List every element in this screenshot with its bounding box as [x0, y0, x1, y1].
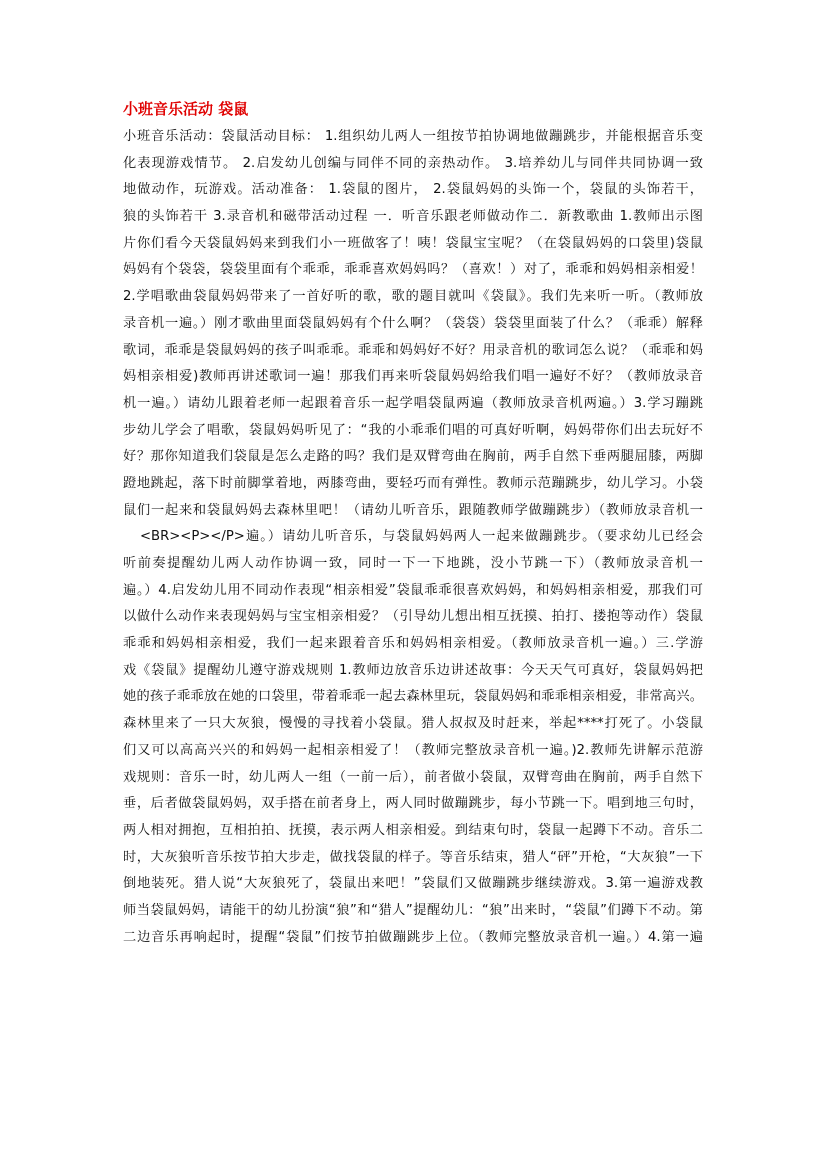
document-body — [123, 124, 703, 951]
paragraph-line: 地做动作，玩游戏。活动准备： 1.袋鼠的图片， 2.袋鼠妈妈的头饰一个，袋鼠的头饰若干， — [123, 182, 703, 198]
paragraph-line: 以做什么动作来表现妈妈与宝宝相亲相爱？（引导幼儿想出相互抚摸、拍打、搂抱等动作）袋鼠 — [123, 609, 703, 625]
paragraph-line: 好？那你知道我们袋鼠是怎么走路的吗？我们是双臂弯曲在胸前，两手自然下垂两腿屈膝，两脚 — [123, 449, 703, 465]
paragraph-line: 戏规则：音乐一时，幼儿两人一组（一前一后），前者做小袋鼠，双臂弯曲在胸前，两手自然下 — [123, 769, 703, 785]
paragraph-line: 蹬地跳起，落下时前脚掌着地，两膝弯曲，要轻巧而有弹性。教师示范蹦跳步，幼儿学习。小袋 — [123, 475, 703, 491]
paragraph-line: 步幼儿学会了唱歌，袋鼠妈妈听见了：“我的小乖乖们唱的可真好听啊，妈妈带你们出去玩好不 — [123, 422, 703, 438]
paragraph-line: 遍。）4.启发幼儿用不同动作表现“相亲相爱”袋鼠乖乖很喜欢妈妈，和妈妈相亲相爱，那我们可 — [123, 582, 703, 598]
paragraph-line: 妈妈有个袋袋，袋袋里面有个乖乖，乖乖喜欢妈妈吗？（喜欢！）对了，乖乖和妈妈相亲相爱！ — [123, 262, 703, 278]
paragraph-line: 2.学唱歌曲袋鼠妈妈带来了一首好听的歌，歌的题目就叫《袋鼠》。我们先来听一听。（教师放 — [123, 289, 703, 305]
paragraph-line: 师当袋鼠妈妈，请能干的幼儿扮演“狼”和“猎人”提醒幼儿：“狼”出来时，“袋鼠”们蹲下不动。第 — [123, 902, 703, 918]
paragraph-line: 们又可以高高兴兴的和妈妈一起相亲相爱了！（教师完整放录音机一遍。)2.教师先讲解示范游 — [123, 742, 703, 758]
paragraph-line: 歌词，乖乖是袋鼠妈妈的孩子叫乖乖。乖乖和妈妈好不好？用录音机的歌词怎么说？（乖乖和妈 — [123, 342, 703, 358]
paragraph-line: 乖乖和妈妈相亲相爱，我们一起来跟着音乐和妈妈相亲相爱。（教师放录音机一遍。）三.学游 — [123, 636, 703, 652]
paragraph-line: 她的孩子乖乖放在她的口袋里，带着乖乖一起去森林里玩，袋鼠妈妈和乖乖相亲相爱，非常高兴。 — [123, 689, 703, 705]
paragraph-line: 录音机一遍。）刚才歌曲里面袋鼠妈妈有个什么啊？（袋袋）袋袋里面装了什么？（乖乖）解释 — [123, 315, 703, 331]
paragraph-line: 时，大灰狼听音乐按节拍大步走，做找袋鼠的样子。等音乐结束，猎人“砰”开枪，“大灰狼”一下 — [123, 849, 703, 865]
paragraph-line: 倒地装死。猎人说“大灰狼死了，袋鼠出来吧！”袋鼠们又做蹦跳步继续游戏。3.第一遍游戏教 — [123, 876, 703, 892]
paragraph-line: 小班音乐活动：袋鼠活动目标： 1.组织幼儿两人一组按节拍协调地做蹦跳步，并能根据音乐变 — [123, 129, 703, 144]
paragraph-line: 两人相对拥抱，互相拍拍、抚摸，表示两人相亲相爱。到结束句时，袋鼠一起蹲下不动。音乐二 — [123, 822, 703, 838]
paragraph-line: 片你们看今天袋鼠妈妈来到我们小一班做客了！咦！袋鼠宝宝呢？（在袋鼠妈妈的口袋里)袋鼠 — [123, 235, 703, 251]
paragraph-line: 二边音乐再响起时，提醒“袋鼠”们按节拍做蹦跳步上位。（教师完整放录音机一遍。）4.第一遍 — [123, 929, 703, 945]
paragraph-line: 妈相亲相爱)教师再讲述歌词一遍！那我们再来听袋鼠妈妈给我们唱一遍好不好？（教师放录音 — [123, 369, 703, 385]
paragraph-line: 听前奏提醒幼儿两人动作协调一致，同时一下一下地跳，没小节跳一下）（教师放录音机一 — [123, 556, 703, 571]
paragraph-line: 狼的头饰若干 3.录音机和磁带活动过程 一．听音乐跟老师做动作二．新教歌曲 1.教师出示图 — [123, 209, 703, 225]
paragraph-line: 垂，后者做袋鼠妈妈，双手搭在前者身上，两人同时做蹦跳步，每小节跳一下。唱到地三句时， — [123, 796, 703, 812]
paragraph-line: 化表现游戏情节。 2.启发幼儿创编与同伴不同的亲热动作。 3.培养幼儿与同伴共同协调一致 — [123, 155, 703, 171]
paragraph-line: 森林里来了一只大灰狼，慢慢的寻找着小袋鼠。猎人叔叔及时赶来，举起****打死了。小袋鼠 — [123, 716, 703, 732]
paragraph-line: 机一遍。）请幼儿跟着老师一起跟着音乐一起学唱袋鼠两遍（教师放录音机两遍。）3.学习蹦跳 — [123, 395, 703, 411]
document-title: 小班音乐活动 袋鼠 — [123, 100, 249, 118]
paragraph-line: 戏《袋鼠》提醒幼儿遵守游戏规则 1.教师边放音乐边讲述故事：今天天气可真好，袋鼠妈妈把 — [123, 662, 703, 678]
paragraph-line: 鼠们一起来和袋鼠妈妈去森林里吧！（请幼儿听音乐，跟随教师学做蹦跳步）（教师放录音机一 — [123, 502, 703, 518]
paragraph-line: <BR><P></P>遍。）请幼儿听音乐，与袋鼠妈妈两人一起来做蹦跳步。（要求幼儿已经会 — [140, 529, 703, 545]
